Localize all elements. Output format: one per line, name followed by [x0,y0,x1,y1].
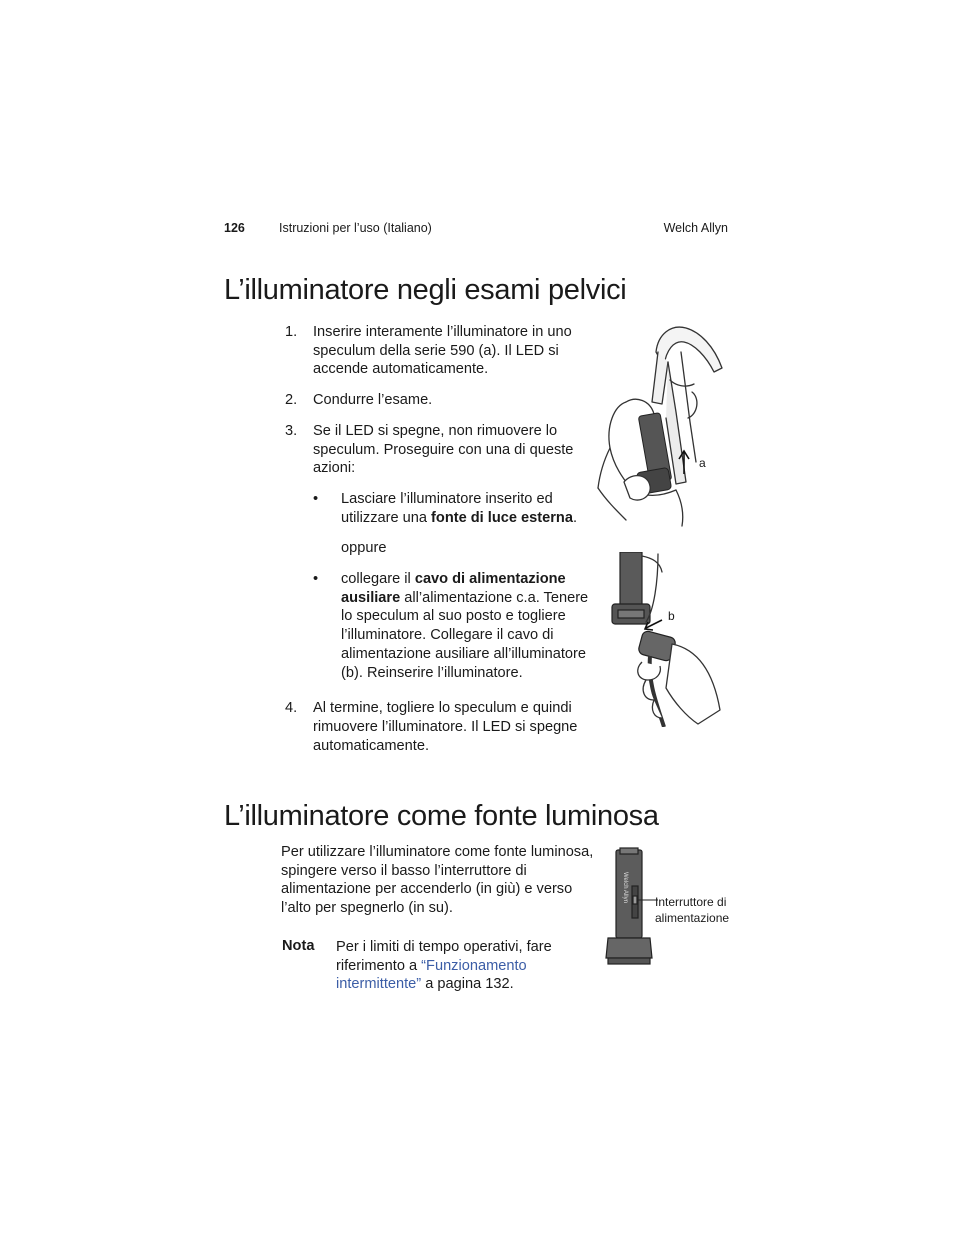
oppure-text: oppure [341,540,387,557]
device-brand-mark: Welch Allyn [622,872,628,903]
figure-label-b: b [668,609,675,623]
page-number: 126 [224,221,245,235]
step-2 [285,391,595,410]
brand-name: Welch Allyn [663,221,728,235]
illuminator-standing-illustration [602,846,658,968]
document-title: Istruzioni per l’uso (Italiano) [279,221,432,235]
note-link-intermittent[interactable]: “Funzionamento intermittente” [336,957,527,993]
bullet-item-aux-cable [313,570,595,682]
bullet-list [313,490,595,682]
step-text: Inserire interamente l’illuminatore in uno speculum della serie 590 (a). Il LED si accende automaticamente. [313,324,572,378]
section-heading-light-source: L’illuminatore come fonte luminosa [224,800,659,832]
step-text: Se il LED si spegne, non rimuovere lo speculum. Proseguire con una di queste azioni: [313,422,574,477]
step-number: 1. [285,324,298,340]
bullet-text: Lasciare l’illuminatore inserito ed utilizzare una [341,490,553,526]
step-text: Condurre l’esame. [313,392,433,409]
bullet-text: collegare il [341,571,415,588]
step-text: Al termine, togliere lo speculum e quindi rimuovere l’illuminatore. Il LED si spegne automaticamente. [313,700,578,754]
note-label: Nota [282,938,315,954]
callout-line-1: Interruttore di [655,895,727,909]
step-number: 4. [285,700,298,717]
section-heading-pelvic-exams: L’illuminatore negli esami pelvici [224,274,627,306]
step-1 [285,323,595,379]
bullet-bold-text: fonte di luce esterna [431,509,573,526]
note-text-end: a pagina 132. [421,976,514,993]
bullet-text-end: all’alimentazione c.a. Tenere lo speculum al suo posto e togliere l’illuminatore. Collegare il cavo di alimentazione ausiliare all’illuminatore (b). Reinserire l’illuminatore. [341,589,589,681]
step-number: 2. [285,392,298,409]
bullet-text-end: . [572,509,578,526]
bullet-symbol: • [313,490,319,507]
aux-cable-illustration [602,552,724,727]
bullet-bold-text: cavo di alimentazione ausiliare [341,571,566,606]
note-text [336,938,596,994]
light-source-paragraph: Per utilizzare l’illuminatore come fonte luminosa, spingere verso il basso l’interruttore di alimentazione per accenderlo (in giù) e verso l’alto per spegnerlo (in su). [281,844,594,917]
step-number: 3. [285,422,298,439]
note-text-start: Per i limiti di tempo operativi, fare riferimento a [336,939,552,974]
bullet-symbol: • [313,571,319,588]
bullet-item-external-light [313,490,595,527]
figure-label-a: a [699,456,706,470]
step-3 [285,422,595,682]
callout-line-2: alimentazione [655,911,730,925]
speculum-illustration [596,322,726,527]
step-4 [285,699,595,755]
power-switch-callout [655,894,729,926]
steps-list [285,323,595,767]
